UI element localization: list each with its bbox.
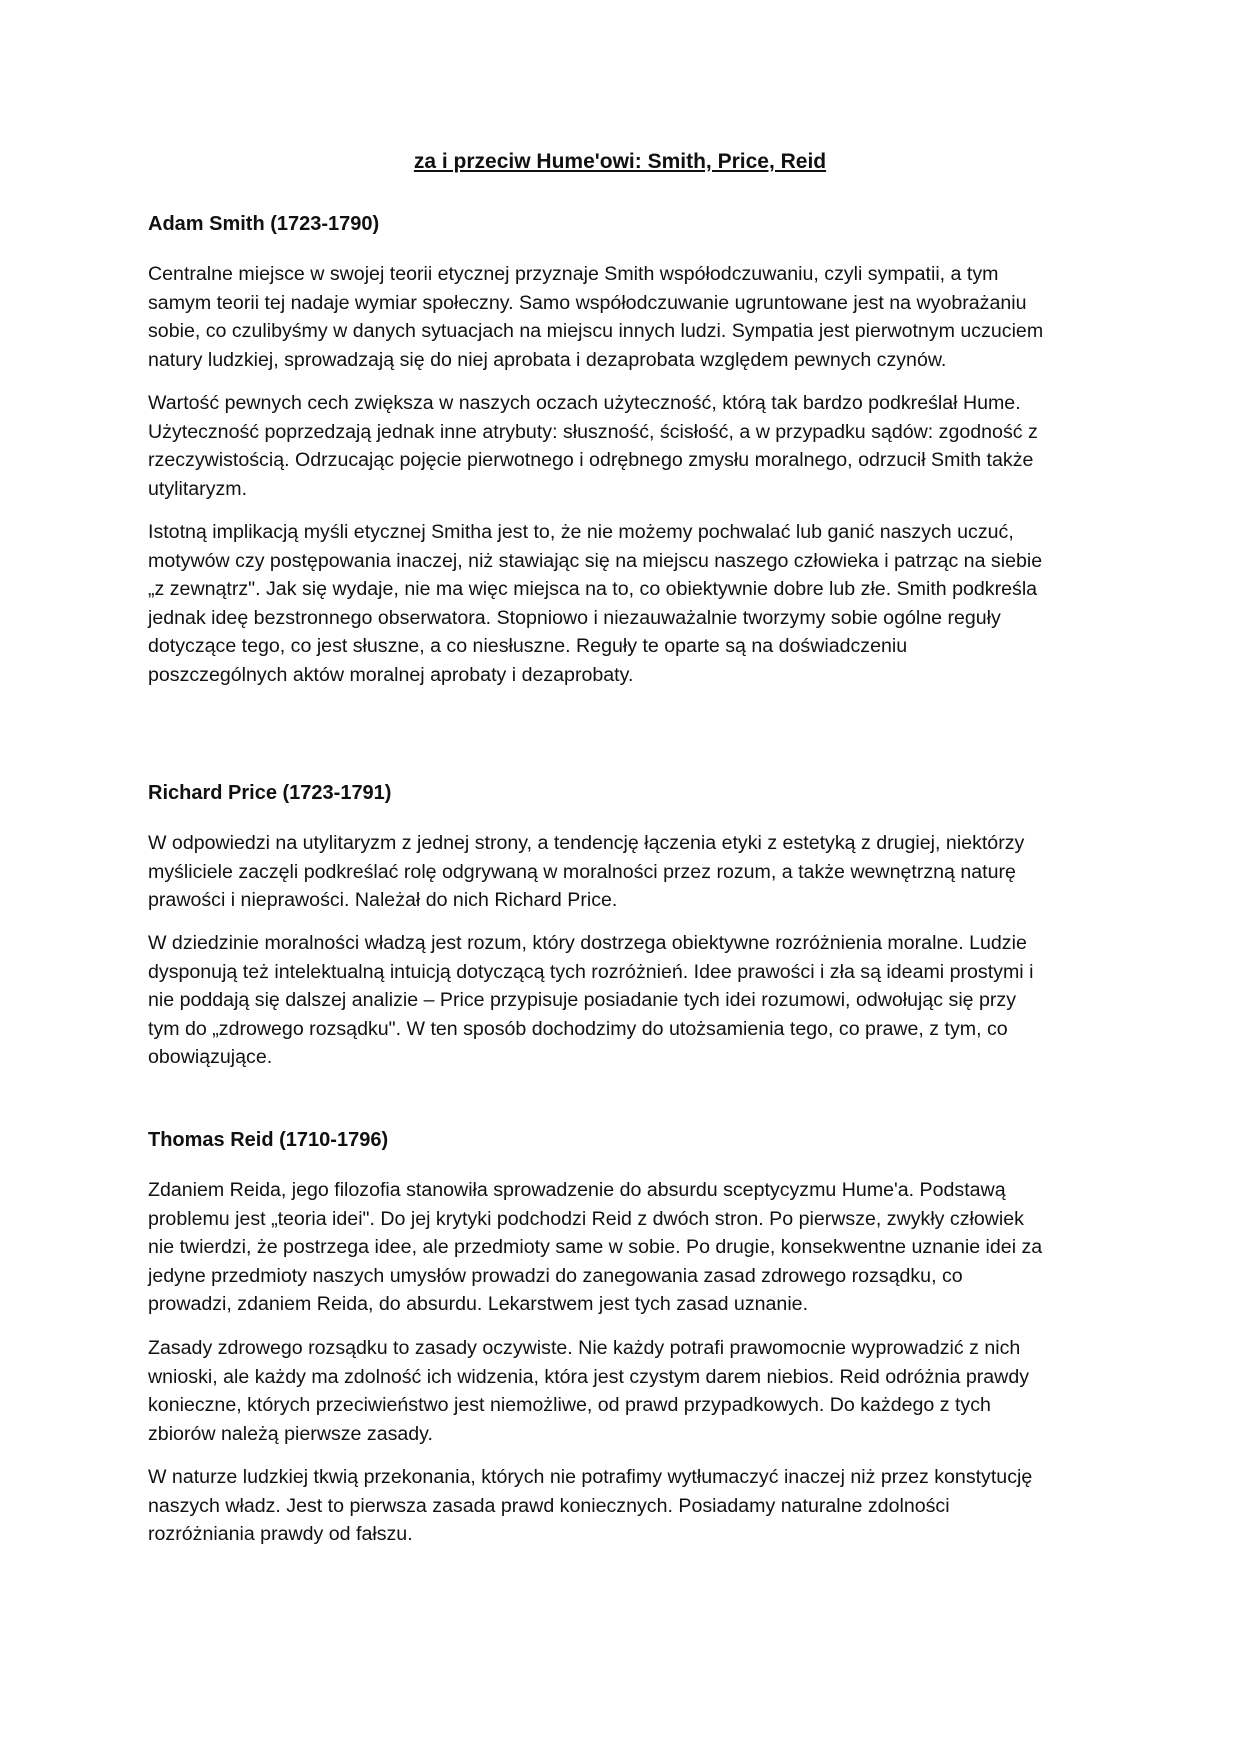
text-line: sobie, co czulibyśmy w danych sytuacjach na miejscu innych ludzi. Sympatia jest pierwotnym uczuciem [148,320,1044,343]
text-line: utylitaryzm. [148,477,248,500]
text-line: naszych władz. Jest to pierwsza zasada prawd koniecznych. Posiadamy naturalne zdolności [148,1494,950,1517]
document-page [148,0,1088,1754]
paragraph [148,829,1024,915]
text-line: obowiązujące. [148,1046,273,1069]
text-line: dysponują też intelektualną intuicją dotyczącą tych rozróżnień. Idee prawości i zła są ideami prostymi i [148,960,1034,983]
text-line: samym teorii tej nadaje wymiar społeczny. Samo współodczuwanie ugruntowane jest na wyobrażaniu [148,291,1027,314]
text-line: Istotną implikacją myśli etycznej Smitha jest to, że nie możemy pochwalać lub ganić naszych uczuć, [148,521,1014,543]
text-line: Centralne miejsce w swojej teorii etycznej przyznaje Smith współodczuwaniu, czyli sympatii, a tym [148,263,999,285]
text-line: Użyteczność poprzedzają jednak inne atrybuty: słuszność, ścisłość, a w przypadku sądów: zgodność z [148,420,1038,443]
text-line: dotyczące tego, co jest słuszne, a co niesłuszne. Reguły te oparte są na doświadczeniu [148,635,908,658]
text-line: „z zewnątrz". Jak się wydaje, nie ma więc miejsca na to, co obiektywnie dobre lub złe. Smith podkreśla [148,578,1038,601]
paragraph [148,929,1033,1072]
text-line: poszczególnych aktów moralnej aprobaty i dezaprobaty. [148,663,634,686]
paragraph [148,1334,1029,1448]
text-line: jednak ideę bezstronnego obserwatora. Stopniowo i niezauważalnie tworzymy sobie ogólne reguły [148,606,1001,629]
paragraph [148,518,1042,690]
text-line: problemu jest „teoria idei". Do jej krytyki podchodzi Reid z dwóch stron. Po pierwsze, zwykły człowiek [148,1207,1024,1230]
text-line: tym do „zdrowego rozsądku". W ten sposób dochodzimy do utożsamienia tego, co prawe, z tym, co [148,1017,1008,1040]
text-line: nie twierdzi, że postrzega idee, ale przedmioty same w sobie. Po drugie, konsekwentne uznanie idei za [148,1236,1043,1259]
text-line: Zdaniem Reida, jego filozofia stanowiła sprowadzenie do absurdu sceptycyzmu Hume'a. Podstawą [148,1179,1006,1201]
text-line: rzeczywistością. Odrzucając pojęcie pierwotnego i odrębnego zmysłu moralnego, odrzucił Smith także [148,449,1034,472]
text-line: jedyne przedmioty naszych umysłów prowadzi do zanegowania zasad zdrowego rozsądku, co [148,1264,963,1287]
text-line: Wartość pewnych cech zwiększa w naszych oczach użyteczność, którą tak bardzo podkreślał Hume. [148,392,1021,414]
text-line: nie poddają się dalszej analizie – Price przypisuje posiadanie tych idei rozumowi, odwołując się przy [148,989,1017,1012]
text-line: natury ludzkiej, sprowadzają się do niej aprobata i dezaprobata względem pewnych czynów. [148,348,947,371]
text-line: W dziedzinie moralności władzą jest rozum, który dostrzega obiektywne rozróżnienia moralne. Ludzie [148,932,1027,954]
text-line: prawości i nieprawości. Należał do nich Richard Price. [148,889,618,912]
text-line: prowadzi, zdaniem Reida, do absurdu. Lekarstwem jest tych zasad uznanie. [148,1293,809,1316]
paragraph [148,1463,1032,1549]
text-line: W odpowiedzi na utylitaryzm z jednej strony, a tendencję łączenia etyki z estetyką z drugiej, niektórzy [148,832,1025,854]
text-line: motywów czy postępowania inaczej, niż stawiając się na miejscu naszego człowieka i patrząc na siebie [148,549,1043,572]
paragraph [148,1176,1042,1319]
document-title: za i przeciw Hume'owi: Smith, Price, Reid [413,150,827,173]
section-heading-thomas-reid: Thomas Reid (1710-1796) [148,1129,389,1151]
text-line: myśliciele zaczęli podkreślać rolę odgrywaną w moralności przez rozum, a także wewnętrzną naturę [148,860,1016,883]
text-line: konieczne, których przeciwieństwo jest niemożliwe, od prawd przypadkowych. Do każdego z tych [148,1394,991,1417]
text-line: W naturze ludzkiej tkwią przekonania, których nie potrafimy wytłumaczyć inaczej niż przez konstytucję [148,1466,1033,1488]
text-line: rozróżniania prawdy od fałszu. [148,1523,413,1546]
section-heading-adam-smith: Adam Smith (1723-1790) [148,213,380,235]
paragraph [148,389,1038,503]
paragraph [148,260,1043,374]
text-line: wnioski, ale każdy ma zdolność ich widzenia, która jest czystym darem niebios. Reid odróżnia prawdy [148,1365,1030,1388]
section-heading-richard-price: Richard Price (1723-1791) [148,782,392,804]
text-line: zbiorów należą pierwsze zasady. [148,1422,433,1445]
text-line: Zasady zdrowego rozsądku to zasady oczywiste. Nie każdy potrafi prawomocnie wyprowadzić z nich [148,1337,1021,1359]
